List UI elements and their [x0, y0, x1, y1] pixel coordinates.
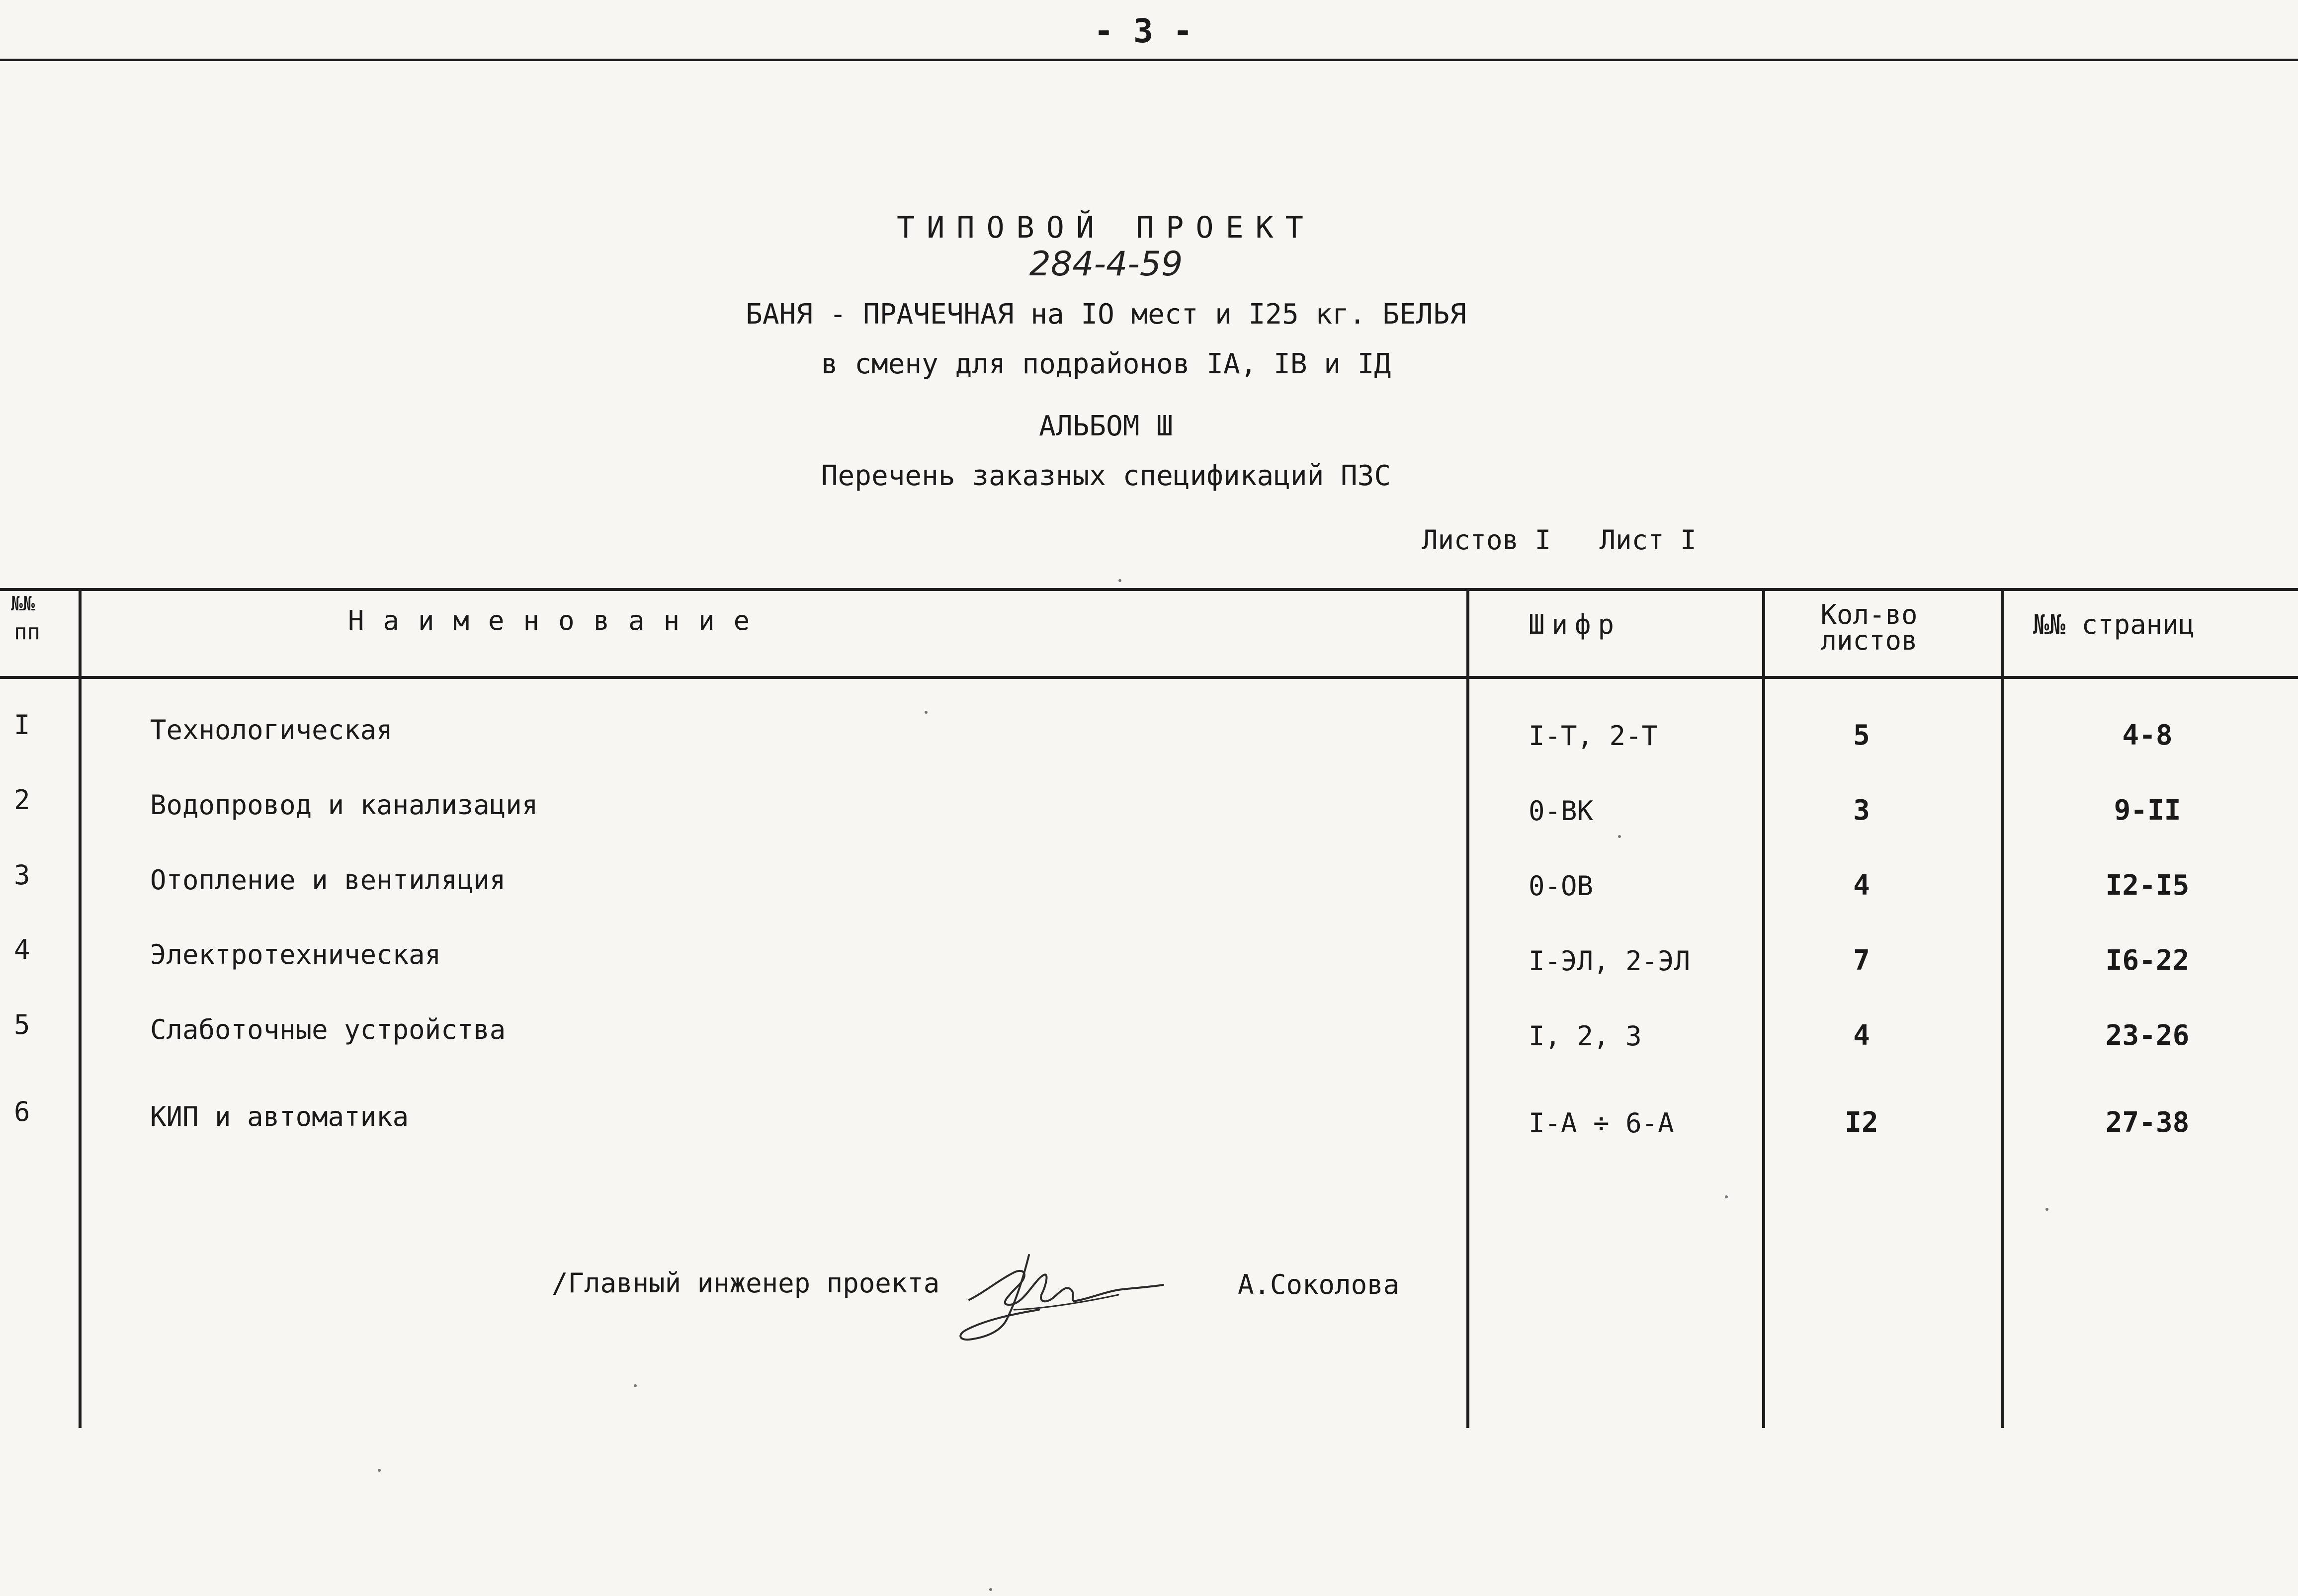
column-divider-code — [1762, 588, 1765, 1428]
handwritten-signature — [954, 1245, 1178, 1344]
row-name: Отопление и вентиляция — [150, 864, 506, 896]
scan-speck — [2045, 1208, 2048, 1211]
row-code: I-ЭЛ, 2-ЭЛ — [1529, 945, 1691, 977]
row-pages: 9-II — [2114, 794, 2181, 827]
row-code: 0-ВК — [1529, 795, 1594, 827]
row-count: I2 — [1845, 1106, 1878, 1139]
project-number: 284-4-59 — [1029, 245, 1183, 284]
row-name: Слаботочные устройства — [150, 1014, 506, 1045]
header-count-line2: листов — [1820, 625, 1918, 656]
column-divider-number — [79, 588, 82, 1428]
scan-speck — [634, 1384, 637, 1387]
row-name: Электротехническая — [150, 939, 441, 970]
row-name: КИП и автоматика — [150, 1101, 409, 1132]
scan-speck — [925, 711, 928, 714]
row-code: I-А ÷ 6-А — [1529, 1107, 1674, 1139]
scan-speck — [1725, 1195, 1728, 1198]
row-count: 4 — [1853, 869, 1870, 902]
sheets-info: Листов I Лист I — [1422, 524, 1697, 556]
row-count: 4 — [1853, 1019, 1870, 1052]
scan-speck — [378, 1469, 381, 1472]
scan-speck — [1618, 835, 1621, 838]
row-count: 7 — [1853, 944, 1870, 977]
row-code: 0-ОВ — [1529, 870, 1594, 902]
row-number: 4 — [14, 934, 30, 965]
header-count-line1: Кол-во — [1820, 599, 1918, 630]
doc-type-heading: ТИПОВОЙ ПРОЕКТ — [897, 210, 1315, 245]
row-pages: 27-38 — [2105, 1106, 2190, 1139]
column-divider-name — [1466, 588, 1469, 1428]
doc-title-line1: БАНЯ - ПРАЧЕЧНАЯ на IO мест и I25 кг. БЕЛЬЯ — [746, 298, 1466, 331]
page-number: - 3 - — [1094, 12, 1193, 50]
column-divider-count — [2001, 588, 2004, 1428]
row-number: 2 — [14, 784, 30, 816]
signature-name: А.Соколова — [1238, 1269, 1400, 1300]
row-number: 5 — [14, 1009, 30, 1040]
header-pages: №№ страниц — [2033, 609, 2195, 640]
row-number: 3 — [14, 859, 30, 891]
row-number: I — [14, 709, 30, 741]
scan-speck — [1118, 579, 1121, 582]
header-number-line1: №№ — [11, 592, 35, 615]
header-name: Наименование — [348, 605, 769, 636]
header-code: Шифр — [1529, 609, 1621, 640]
doc-title-line2: в смену для подрайонов IА, IВ и IД — [821, 348, 1391, 380]
table-top-border — [0, 588, 2298, 591]
table-header-border — [0, 676, 2298, 679]
row-number: 6 — [14, 1096, 30, 1127]
top-rule — [0, 59, 2298, 61]
row-pages: I6-22 — [2105, 944, 2190, 977]
signature-label: /Главный инженер проекта — [552, 1267, 940, 1299]
header-number-line2: пп — [14, 619, 40, 645]
album-label: АЛЬБОМ Ш — [1039, 410, 1173, 442]
row-name: Водопровод и канализация — [150, 789, 538, 821]
scan-speck — [989, 1588, 992, 1591]
row-pages: 23-26 — [2105, 1019, 2190, 1052]
row-code: I, 2, 3 — [1529, 1020, 1642, 1052]
row-code: I-Т, 2-Т — [1529, 720, 1658, 752]
row-count: 3 — [1853, 794, 1870, 827]
row-count: 5 — [1853, 719, 1870, 752]
row-pages: 4-8 — [2122, 719, 2173, 752]
row-pages: I2-I5 — [2105, 869, 2190, 902]
list-title: Перечень заказных спецификаций ПЗС — [821, 460, 1391, 492]
row-name: Технологическая — [150, 714, 393, 746]
